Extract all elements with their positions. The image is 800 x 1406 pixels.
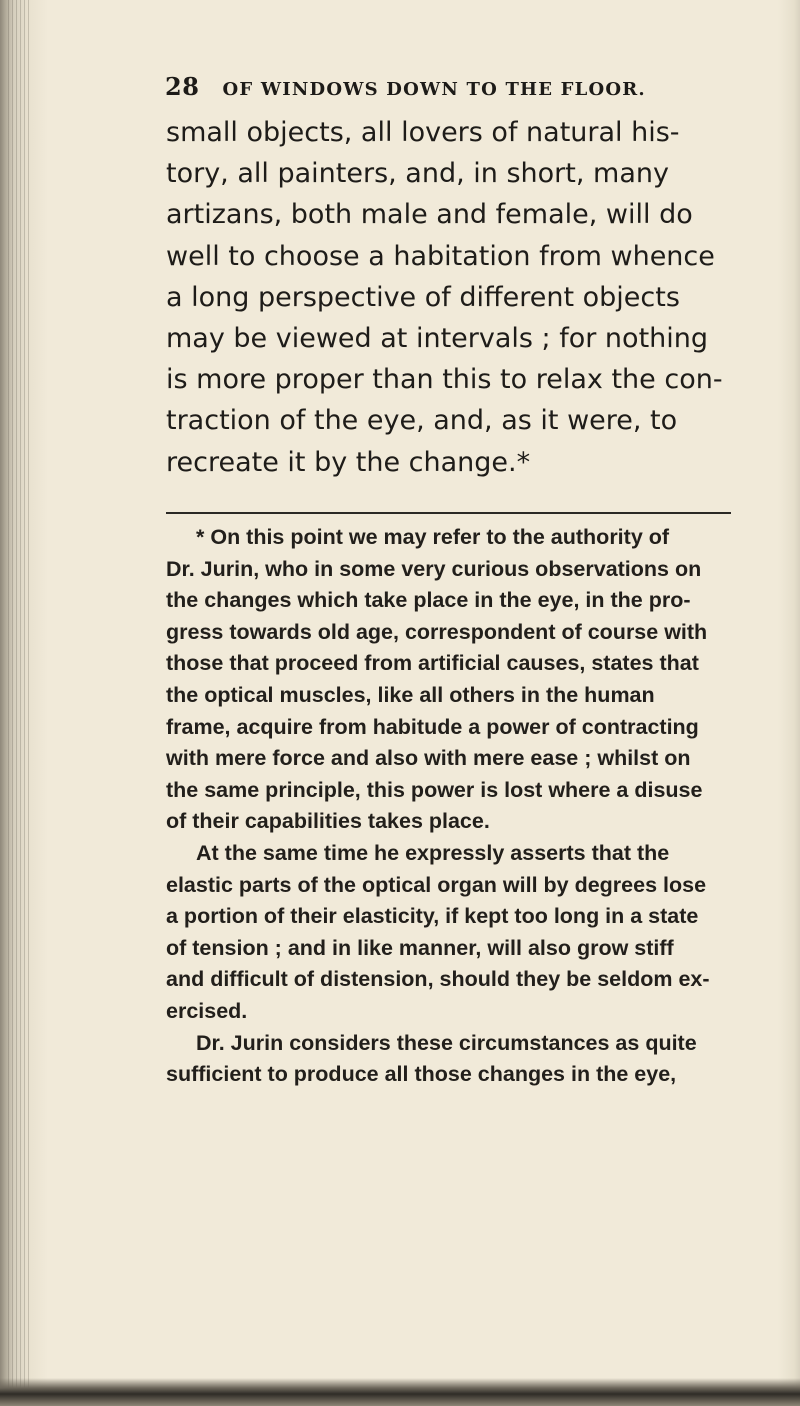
footnote-line: At the same time he expressly asserts that the	[196, 840, 670, 865]
text-line: a long perspective of different objects	[166, 281, 680, 313]
text-line: traction of the eye, and, as it were, to	[166, 405, 678, 437]
page-bottom-edge	[0, 1378, 800, 1406]
main-text	[166, 112, 746, 483]
text-line: small objects, all lovers of natural his-	[166, 117, 680, 148]
text-line: tory, all painters, and, in short, many	[166, 158, 669, 190]
footnote-line: the changes which take place in the eye, in the pro-	[166, 588, 691, 613]
footnote-line: frame, acquire from habitude a power of contracting	[166, 714, 699, 739]
footnote-line: with mere force and also with mere ease ; whilst on	[166, 746, 691, 771]
gutter-texture	[8, 0, 30, 1406]
footnote-line: those that proceed from artificial causes, states that	[166, 651, 699, 676]
footnote-line: the optical muscles, like all others in the human	[166, 682, 655, 707]
text-line: recreate it by the change.*	[166, 446, 531, 478]
footnote-line: gress towards old age, correspondent of course with	[166, 619, 708, 644]
text-line: artizans, both male and female, will do	[166, 199, 693, 231]
text-line: may be viewed at intervals ; for nothing	[166, 322, 709, 354]
footnote-line: the same principle, this power is lost where a disuse	[166, 777, 703, 802]
running-head-title: OF WINDOWS DOWN TO THE FLOOR.	[222, 79, 646, 100]
footnote-line: and difficult of distension, should they be seldom ex-	[166, 967, 710, 992]
text-line: is more proper than this to relax the con-	[166, 364, 723, 396]
footnote-line: elastic parts of the optical organ will by degrees lose	[166, 872, 707, 897]
footnote-rule	[166, 512, 731, 514]
footnote-line: * On this point we may refer to the authority of	[196, 525, 670, 549]
footnote-line: a portion of their elasticity, if kept too long in a state	[166, 904, 699, 929]
running-head	[165, 72, 725, 112]
footnote-line: of their capabilities takes place.	[166, 809, 490, 834]
footnote	[166, 522, 746, 1091]
footnote-line: sufficient to produce all those changes in the eye,	[166, 1062, 677, 1087]
footnote-line: of tension ; and in like manner, will also grow stiff	[166, 935, 674, 960]
footnote-line: Dr. Jurin, who in some very curious observations on	[166, 556, 702, 581]
text-line: well to choose a habitation from whence	[166, 240, 715, 272]
footnote-line: Dr. Jurin considers these circumstances as quite	[196, 1030, 697, 1055]
footnote-line: ercised.	[166, 998, 248, 1023]
page-right-edge	[778, 0, 800, 1406]
page-number: 28	[165, 72, 200, 101]
